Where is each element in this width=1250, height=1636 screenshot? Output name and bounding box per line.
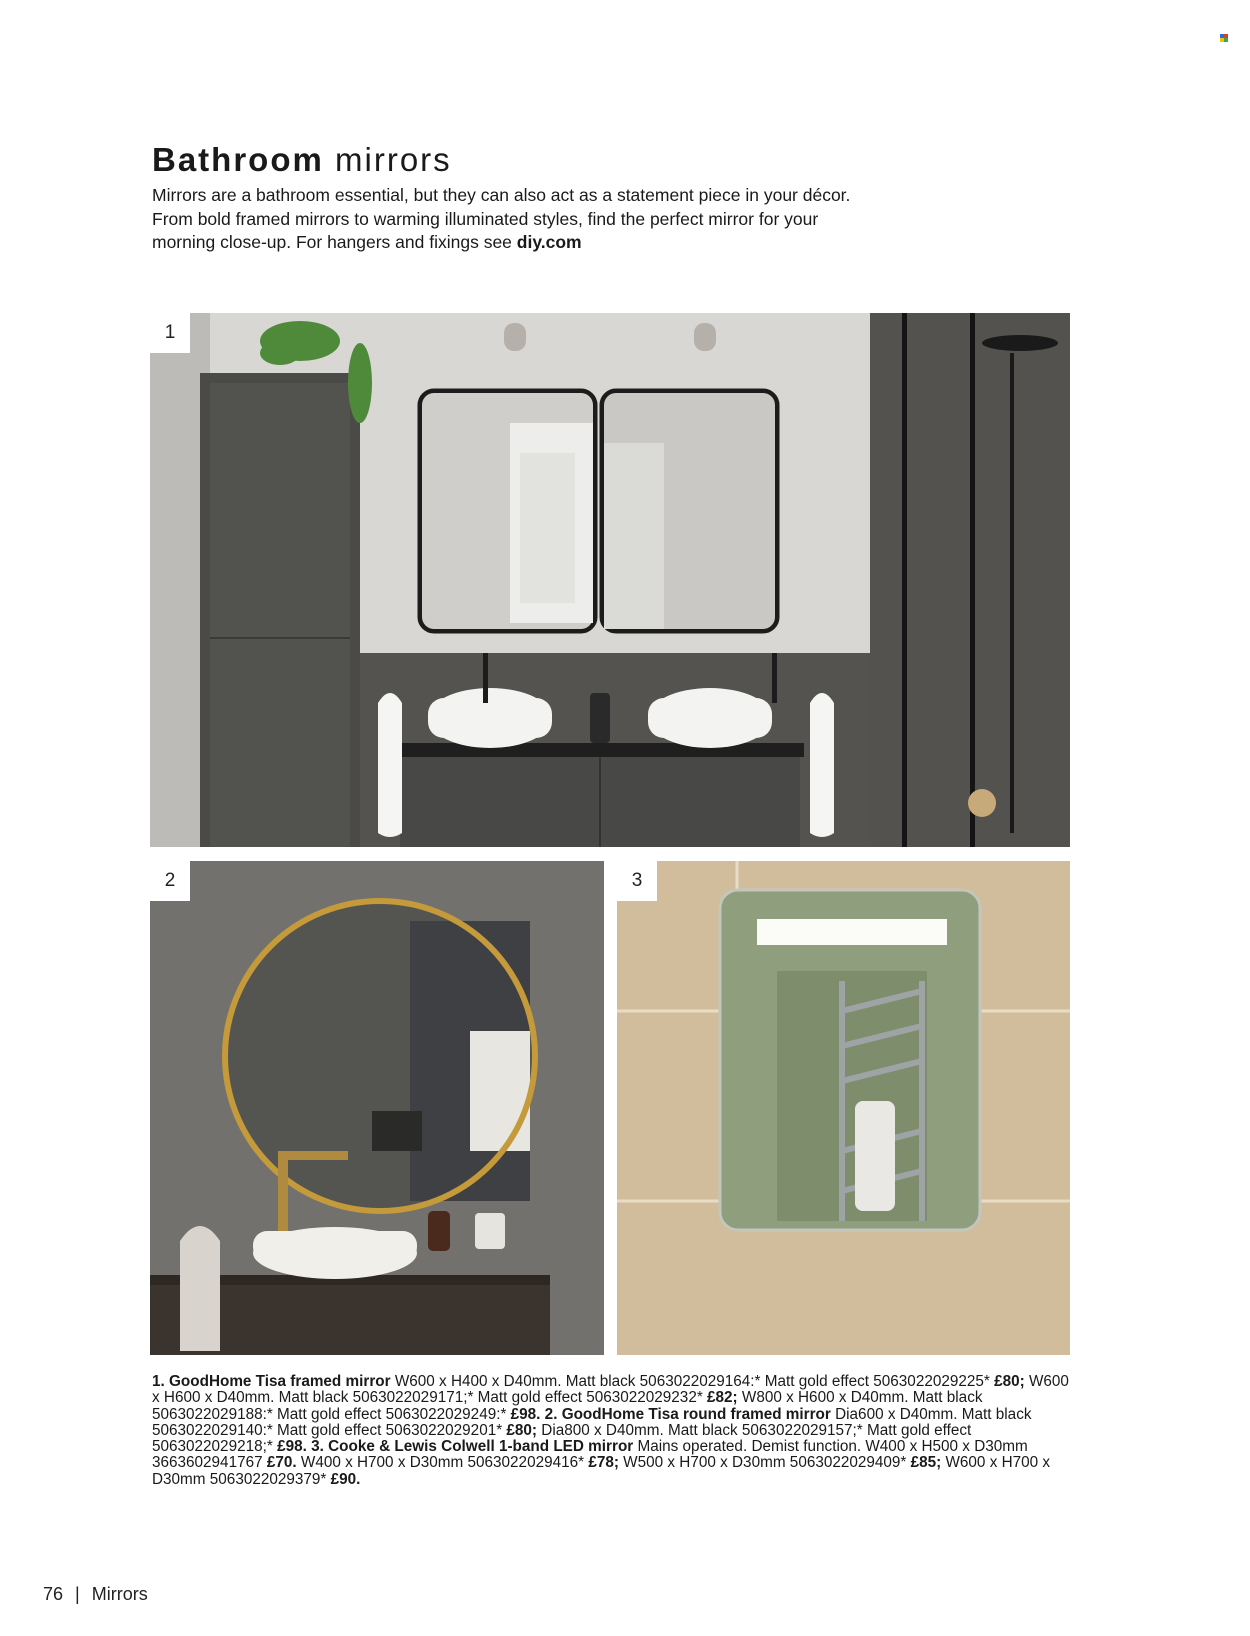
product-3-spec-d: W600 x H700 x D30mm 5063022029379* [152,1454,1051,1488]
photo-badge-1: 1 [150,313,190,353]
product-2-price-a: £80; [506,1421,538,1439]
product-3-price-b: £78; [588,1454,619,1472]
product-3-spec-b: W400 x H700 x D30mm 5063022029416* [296,1454,589,1472]
product-3-price-a: £70. [266,1454,297,1472]
page-title [152,140,452,180]
product-1-price-c: £98. [510,1405,541,1423]
product-1-price-b: £82; [707,1389,738,1407]
product-3-spec-c: W500 x H700 x D30mm 5063022029409* [618,1454,911,1472]
product-1-spec-b: W600 x H600 x D40mm. Matt black 5063022029171;* Matt gold effect 5063022029232* [152,1373,1069,1407]
product-3-spec-a: Mains operated. Demist function. W400 x H500 x D30mm 3663602941767 [152,1438,1028,1472]
intro-text: Mirrors are a bathroom essential, but they can also act as a statement piece in your décor. From bold framed mirrors to warming illuminated styles, find the perfect mirror for your morning close-up. For hangers and fixings see [152,185,851,252]
product-captions [152,1374,1072,1488]
product-2-spec-b: Dia800 x D40mm. Matt black 5063022029157;* Matt gold effect 5063022029218;* [152,1421,972,1456]
photo-led-mirror [617,861,1070,1355]
product-1-spec-a: W600 x H400 x D40mm. Matt black 5063022029164:* Matt gold effect 5063022029225* [390,1373,995,1390]
photo-badge-3: 3 [617,861,657,901]
page-footer [43,1584,148,1605]
photo-badge-2: 2 [150,861,190,901]
title-bold: Bathroom [152,141,324,178]
photo-gold-round-mirror [150,861,604,1355]
product-1-title: 1. GoodHome Tisa framed mirror [152,1373,391,1390]
product-2-price-b: £98. [277,1438,307,1456]
photo-black-mirrors [150,313,1070,847]
product-3-price-d: £90. [330,1470,361,1488]
product-3-price-c: £85; [910,1454,942,1472]
page-number: 76 [43,1584,64,1604]
intro-paragraph [152,184,852,255]
product-3-title: 3. Cooke & Lewis Colwell 1-band LED mirror [306,1438,634,1456]
diy-link[interactable]: diy.com [516,232,582,252]
product-1-price-a: £80; [994,1373,1025,1390]
black-mirrors-scene [150,313,1070,847]
color-mark-icon [1220,34,1228,42]
product-2-spec-a: Dia600 x D40mm. Matt black 5063022029140:* Matt gold effect 5063022029201* [152,1405,1032,1439]
gold-mirror-scene [150,861,604,1355]
title-rest: mirrors [335,141,452,178]
section-name: Mirrors [91,1584,148,1604]
product-2-title: 2. GoodHome Tisa round framed mirror [540,1405,831,1423]
led-mirror-scene [617,861,1070,1355]
footer-separator: | [75,1584,80,1604]
product-1-spec-c: W800 x H600 x D40mm. Matt black 5063022029188:* Matt gold effect 5063022029249:* [152,1389,983,1423]
